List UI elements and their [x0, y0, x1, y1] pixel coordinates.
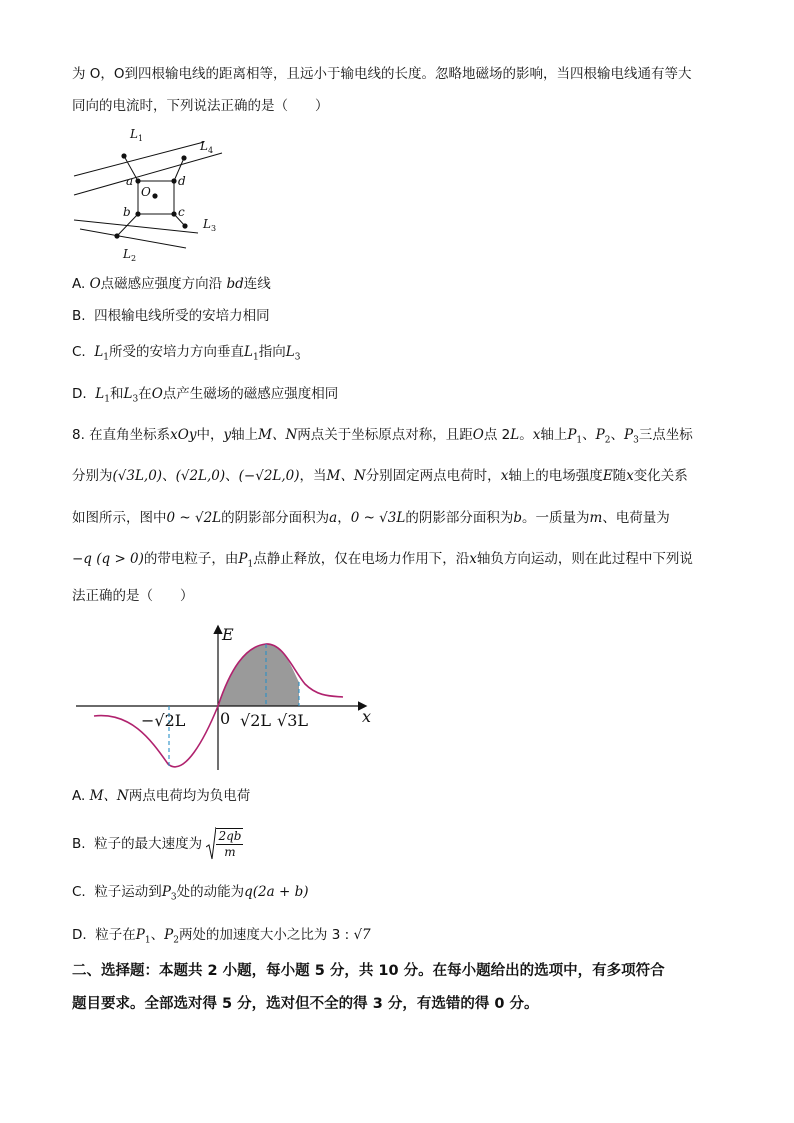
q8-option-a[interactable]: A. M、N两点电荷均为负电荷: [72, 788, 251, 804]
section2-heading-line1: 二、选择题：本题共 2 小题，每小题 5 分，共 10 分。在每小题给出的选项中，有多项符合: [72, 963, 665, 979]
q7-option-c[interactable]: C. $L_1$所受的安培力方向垂直$L_1$指向$L_3$: [72, 344, 301, 363]
label-L1: $L_1$: [130, 127, 144, 143]
sqrt-expression: $\frac{2qb}{m}$: [206, 827, 243, 861]
q8-option-b[interactable]: B. 粒子的最大速度为 $\frac{2qb}{m}$: [72, 829, 242, 859]
q8-stem-line2: 分别为(√3L,0)、(√2L,0)、(−√2L,0)，当M、N分别固定两点电荷时，x轴上的电场强度E随x变化关系: [72, 468, 688, 484]
q7-stem-line1: 为 O，O到四根输电线的距离相等，且远小于输电线的长度。忽略地磁场的影响，当四根输电线通有等大: [72, 66, 692, 82]
q8-option-c[interactable]: C. 粒子运动到$P_3$处的动能为q(2a + b): [72, 884, 309, 903]
axis-label-E: E: [222, 625, 234, 644]
q7-option-a[interactable]: A. O点磁感应强度方向沿 bd连线: [72, 276, 271, 292]
wire-L2: [80, 229, 186, 248]
q8-field-graph: [70, 620, 380, 780]
q7-option-d[interactable]: D. $L_1$和$L_3$在O点产生磁场的磁感应强度相同: [72, 386, 339, 405]
label-L4: $L_4$: [200, 139, 214, 155]
label-a: a: [126, 174, 134, 188]
label-c: c: [178, 205, 185, 219]
q7-option-b[interactable]: B. 四根输电线所受的安培力相同: [72, 308, 270, 324]
tick-label-neg-sqrt2L: −√2L: [141, 711, 186, 730]
point-O: [152, 193, 157, 198]
label-L2: $L_2$: [123, 247, 137, 263]
label-b: b: [123, 205, 131, 219]
origin-label: 0: [220, 709, 231, 728]
q8-stem-line4: −q (q > 0)的带电粒子，由$P_1$点静止释放，仅在电场力作用下，沿x轴负方向运动，则在此过程中下列说: [72, 551, 693, 570]
label-O: O: [141, 185, 151, 199]
axis-label-x: x: [362, 707, 372, 726]
q7-stem-line2: 同向的电流时，下列说法正确的是（ ）: [72, 98, 329, 114]
q8-stem-line3: 如图所示，图中0 ~ √2L的阴影部分面积为a，0 ~ √3L的阴影部分面积为b。一质量为m、电荷量为: [72, 510, 670, 526]
label-L3: $L_3$: [203, 217, 217, 233]
q7-wire-figure: [66, 122, 236, 270]
tick-label-sqrt2L: √2L: [240, 711, 271, 730]
q8-stem-line5: 法正确的是（ ）: [72, 588, 194, 604]
tick-label-sqrt3L: √3L: [277, 711, 308, 730]
label-d: d: [178, 174, 186, 188]
q8-stem-line1: 8. 在直角坐标系xOy中，y轴上M、N两点关于坐标原点对称，且距O点 2L。x轴上$P_1$、$P_2$、$P_3$三点坐标: [72, 427, 693, 446]
q8-option-d[interactable]: D. 粒子在$P_1$、$P_2$两处的加速度大小之比为 3 : √7: [72, 927, 371, 946]
option-label: A.: [72, 276, 86, 292]
section2-heading-line2: 题目要求。全部选对得 5 分，选对但不全的得 3 分，有选错的得 0 分。: [72, 996, 539, 1012]
